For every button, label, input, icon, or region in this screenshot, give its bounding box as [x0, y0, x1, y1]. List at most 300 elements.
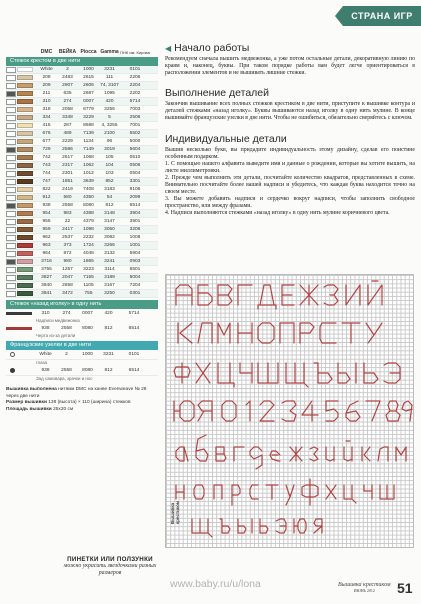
thread-code: 3716 — [41, 259, 52, 264]
key-column-header: DMC — [40, 49, 53, 55]
thread-code: 2202 — [129, 91, 141, 96]
thread-color-swatch — [17, 155, 33, 160]
thread-code: 2558 — [61, 368, 72, 373]
thread-code: 677 — [42, 139, 51, 144]
chart-symbol-icon — [6, 203, 16, 209]
thread-code: 287 — [63, 123, 72, 128]
key-row — [6, 274, 158, 282]
thread-code: 310 — [42, 99, 51, 104]
thread-code: 938 — [41, 326, 50, 331]
chart-symbol-icon — [6, 259, 16, 265]
glyph — [364, 363, 378, 383]
thread-code: 2615 — [83, 75, 94, 80]
thread-code: 104 — [105, 163, 114, 168]
thread-code: 4, 3255 — [101, 123, 118, 128]
glyph — [246, 401, 250, 421]
chart-symbol-icon — [6, 123, 16, 129]
key-row — [6, 258, 158, 266]
glyph — [218, 363, 234, 387]
glyph — [196, 435, 208, 461]
thread-code: 3827 — [41, 275, 52, 280]
thread-code: 5004 — [129, 275, 141, 280]
glyph — [176, 285, 192, 305]
chart-symbol-icon — [6, 155, 16, 161]
thread-color-swatch — [17, 147, 33, 152]
glyph — [220, 519, 230, 533]
glyph — [366, 401, 380, 421]
info-text-1: нитями DMC на канве Evenweave № 28 через две нити — [6, 387, 147, 399]
chart-symbol-icon — [6, 211, 16, 217]
thread-code: 1134 — [83, 139, 94, 144]
thread-code: 3639 — [83, 179, 94, 184]
magazine-issue: ИЮНЬ 2012 — [353, 588, 375, 593]
thread-color-swatch — [17, 75, 33, 80]
thread-code: 747 — [42, 179, 51, 184]
thread-code: 8080 — [82, 368, 93, 373]
chart-symbol-icon — [6, 83, 16, 89]
key-row — [6, 218, 158, 226]
thread-color-swatch — [17, 195, 33, 200]
list-item-3: 3. Вы можете добавить надписи и сердечко вокруг надписи, чтобы заполнить свободное пространство, или между фразами. — [165, 196, 415, 210]
thread-code: 3229 — [83, 115, 94, 120]
thread-code: 1000 — [82, 352, 93, 357]
key-row — [6, 162, 158, 170]
thread-code: 310 — [41, 311, 50, 316]
key-row — [6, 138, 158, 146]
chart-symbol-icon — [6, 67, 16, 73]
thread-color-swatch — [17, 267, 33, 272]
glyph — [216, 447, 226, 461]
band-french-knots: Французские узелки в две нити — [6, 341, 158, 350]
thread-code: 3266 — [104, 243, 115, 248]
chart-symbol-icon — [6, 275, 16, 281]
key-header — [6, 46, 158, 55]
thread-code: 3082 — [104, 235, 115, 240]
page-number: 51 — [397, 580, 413, 596]
glyph — [310, 447, 318, 461]
key-rows — [6, 66, 158, 298]
band-backstitch: Стежок «назад иголку» в одну нить — [6, 300, 158, 309]
thread-code: 209 — [42, 83, 51, 88]
thread-color-swatch — [17, 259, 33, 264]
chart-symbol-icon — [6, 291, 16, 297]
info-label-1: Вышивка выполнена — [6, 387, 57, 392]
thread-code: 2537 — [62, 235, 73, 240]
thread-code: 3148 — [104, 211, 115, 216]
thread-code: 8080 — [82, 326, 93, 331]
thread-code: 2047 — [62, 275, 73, 280]
glyph — [178, 323, 192, 343]
glyph — [176, 447, 188, 461]
thread-code: 3901 — [129, 219, 141, 224]
chart-symbol-icon — [6, 179, 16, 185]
key-row — [6, 234, 158, 242]
thread-code: 3231 — [104, 67, 115, 72]
thread-color-swatch — [17, 203, 33, 208]
thread-code: 1000 — [83, 67, 94, 72]
thread-code: 8688 — [83, 123, 94, 128]
key-row — [6, 170, 158, 178]
key-row — [6, 186, 158, 194]
key-row — [6, 266, 158, 274]
thread-code: 3183 — [104, 187, 115, 192]
thread-code: 3250 — [104, 291, 115, 296]
thread-code: 3189 — [104, 275, 115, 280]
key-caption: Надписи медвежонка — [36, 318, 80, 323]
thread-code: 1098 — [83, 227, 94, 232]
thread-code: 3755 — [41, 267, 52, 272]
magazine-logo-name: Вышивка крестиком — [338, 582, 391, 588]
thread-color-swatch — [17, 251, 33, 256]
thread-code: 852 — [105, 179, 114, 184]
thread-color-swatch — [17, 179, 33, 184]
thread-code: 955 — [42, 219, 51, 224]
thread-code: 8080 — [83, 203, 94, 208]
heading-start — [165, 42, 415, 54]
backstitch-rows — [6, 309, 158, 339]
paragraph-details: Закончив вышивание всех полных стежков крестиком в две нити, приступите к вышивке контура и деталей стежками «назад иголку». Буквы вышиваются назад иголку в одну нить мулине. В конце вышивайте французские узелки в две нити. Чтобы не ошибиться, обязательно сверяйтесь с ключом. — [165, 101, 415, 122]
thread-key — [6, 46, 158, 413]
chart-symbol-icon — [6, 147, 16, 153]
thread-code: 1008 — [129, 235, 141, 240]
thread-code: 1095 — [104, 91, 115, 96]
glyph — [238, 519, 252, 533]
thread-code: 2483 — [62, 75, 73, 80]
thread-code: 105 — [105, 155, 114, 160]
key-row — [6, 290, 158, 298]
chart-symbol-icon — [6, 131, 16, 137]
tips-title: ПИНЕТКИ ИЛИ ПОЛЗУНКИ — [67, 556, 153, 563]
thread-code: 729 — [42, 147, 51, 152]
thread-code: 3132 — [104, 251, 115, 256]
thread-code: 3167 — [104, 283, 115, 288]
glyph — [260, 519, 268, 533]
article-text — [165, 38, 415, 218]
alphabet-chart — [165, 274, 414, 548]
key-row — [6, 82, 158, 90]
thread-code: 7155 — [83, 275, 94, 280]
paragraph-start: Рекомендуем сначала вышить медвежонка, а уже потом остальные детали, декоративную линию по краям и, наконец, буквы. При таком порядке работы вам будет легче ориентироваться в расположении элементов и не вышивать лишние стежки. — [165, 56, 415, 77]
glyph — [174, 363, 190, 383]
chart-symbol-icon — [6, 235, 16, 241]
glyph — [300, 323, 314, 343]
thread-color-swatch — [17, 91, 33, 96]
thread-code: 2617 — [62, 155, 73, 160]
thread-code: 3348 — [62, 115, 73, 120]
thread-code: 274 — [63, 99, 72, 104]
thread-code: 2417 — [62, 227, 73, 232]
thread-code: 983 — [63, 211, 72, 216]
thread-color-swatch — [17, 227, 33, 232]
key-row — [6, 250, 158, 258]
thread-color-swatch — [17, 291, 33, 296]
glyph — [198, 401, 212, 421]
thread-code: 2058 — [62, 107, 73, 112]
chart-symbol-icon — [6, 171, 16, 177]
magazine-logo — [338, 582, 391, 594]
thread-code: 3231 — [103, 352, 114, 357]
thread-code: 2232 — [83, 235, 94, 240]
key-row — [6, 154, 158, 162]
thread-code: 8779 — [83, 107, 94, 112]
thread-color-swatch — [17, 139, 33, 144]
thread-code: 111 — [105, 75, 114, 80]
thread-color-swatch — [17, 67, 33, 72]
key-row — [6, 242, 158, 250]
thread-code: 742 — [42, 155, 51, 160]
thread-code: 3472 — [62, 291, 73, 296]
thread-code: 872 — [63, 251, 72, 256]
glyph — [368, 281, 382, 305]
key-column-header: ПНК им. Кирова — [120, 50, 150, 55]
chart-symbol-icon — [6, 195, 16, 201]
chart-symbol-icon — [6, 163, 16, 169]
thread-code: 2317 — [62, 163, 73, 168]
thread-code: 0903 — [129, 259, 141, 264]
thread-code: 3841 — [41, 291, 52, 296]
key-column-header: Piocca — [80, 49, 97, 55]
thread-code: 1851 — [62, 179, 73, 184]
thread-code: 5502 — [129, 131, 141, 136]
glyph — [302, 479, 318, 505]
thread-code: 812 — [105, 203, 114, 208]
thread-code: 7149 — [83, 147, 94, 152]
glyph — [258, 323, 274, 343]
glyph — [250, 485, 258, 499]
list-item-2: 2. Прежде чем выполнить эти детали, посчитайте количество квадратов, представленных в схеме. Внимательно посчитайте более вашей надписи и убедитесь, что каждая буква находится точно на своем месте. — [165, 174, 415, 196]
key-row — [6, 226, 158, 234]
thread-color-swatch — [17, 275, 33, 280]
glyph — [258, 363, 278, 383]
thread-code: 2907 — [62, 83, 73, 88]
thread-code: 743 — [42, 163, 51, 168]
thread-code: 964 — [42, 251, 51, 256]
side-logo: Вышивка крестиком — [170, 500, 180, 524]
key-row — [6, 90, 158, 98]
chart-symbol-icon — [6, 139, 16, 145]
thread-color-swatch — [17, 283, 33, 288]
key-row — [6, 66, 158, 74]
thread-code: 2687 — [83, 91, 94, 96]
glyph — [380, 485, 394, 499]
chart-symbol-icon — [6, 219, 16, 225]
glyph — [324, 285, 338, 305]
thread-code: 1724 — [83, 243, 94, 248]
glyph — [196, 363, 210, 383]
info-text-3: 25х20 см — [51, 406, 74, 412]
thread-code: 2558 — [61, 326, 72, 331]
thread-code: 5 — [108, 115, 111, 120]
info-text-2: 138 (высота) × 110 (ширина) стежков — [46, 400, 131, 405]
thread-code: 420 — [105, 99, 114, 104]
thread-code: 6514 — [129, 203, 141, 208]
glyph — [174, 401, 194, 421]
glyph — [266, 485, 278, 499]
thread-code: 415 — [42, 123, 51, 128]
key-row — [6, 74, 158, 82]
thread-code: 2586 — [62, 147, 73, 152]
thread-code: 1001 — [129, 243, 141, 248]
glyph — [386, 401, 400, 421]
glyph — [286, 363, 308, 387]
thread-code: 938 — [41, 368, 50, 373]
thread-code: 0504 — [129, 171, 141, 176]
thread-code: 373 — [63, 243, 72, 248]
watermark-link[interactable]: www.baby.ru/u/lona — [170, 578, 261, 590]
glyph — [326, 401, 338, 421]
glyph — [326, 485, 336, 499]
thread-code: 2099 — [129, 195, 141, 200]
thread-code: 6501 — [129, 267, 141, 272]
glyph — [286, 485, 294, 505]
backstitch-row — [6, 309, 158, 318]
section-tab[interactable]: СТРАНА ИГР — [343, 6, 421, 26]
thread-code: 211 — [42, 91, 51, 96]
glyph — [396, 447, 406, 461]
thread-code: 3050 — [104, 227, 115, 232]
glyph — [344, 441, 352, 461]
thread-code: 2 — [65, 352, 68, 357]
thread-color-swatch — [17, 107, 33, 112]
thread-code: 962 — [42, 235, 51, 240]
thread-code: 3241 — [104, 259, 115, 264]
key-column-header: ВЕЙКА — [58, 49, 77, 55]
glyph — [194, 485, 204, 499]
thread-code: 4388 — [83, 211, 94, 216]
key-row — [6, 114, 158, 122]
thread-code: 3206 — [129, 227, 141, 232]
key-row — [6, 98, 158, 106]
thread-color-swatch — [17, 131, 33, 136]
list-item-1: 1. С помощью нашего алфавита выведите имя и данные о рождении, которые вы хотите вышить, на листе миллиметровки. — [165, 160, 415, 174]
thread-code: 2558 — [62, 203, 73, 208]
chart-symbol-icon — [6, 251, 16, 257]
thread-code: 7003 — [129, 107, 141, 112]
thread-code: 580 — [63, 195, 72, 200]
glyph — [320, 323, 336, 343]
glyph — [258, 285, 276, 309]
thread-code: 3840 — [41, 283, 52, 288]
thread-code: 744 — [42, 171, 51, 176]
glyph — [402, 401, 412, 421]
key-row — [6, 106, 158, 114]
glyph — [290, 447, 302, 461]
backstitch-row — [6, 324, 158, 333]
glyph — [384, 363, 400, 383]
thread-code: 0007 — [82, 311, 93, 316]
chart-symbol-icon — [6, 187, 16, 193]
heading-individual: Индивидуальные детали — [165, 132, 287, 145]
thread-code: 7408 — [83, 187, 94, 192]
thread-code: 2206 — [129, 75, 141, 80]
thread-code: 6514 — [128, 368, 140, 373]
thread-color-swatch — [17, 123, 33, 128]
thread-code: 1257 — [62, 267, 73, 272]
arrow-icon: ◀ — [165, 44, 172, 53]
glyph — [344, 485, 356, 503]
key-caption: Зад самовара, зрачки и нос — [36, 376, 93, 381]
thread-code: 812 — [104, 368, 113, 373]
thread-code: 2229 — [62, 139, 73, 144]
glyph — [300, 285, 318, 305]
thread-code: 9106 — [129, 187, 141, 192]
thread-code: 22 — [64, 219, 71, 224]
thread-code: 912 — [42, 195, 51, 200]
glyph — [198, 323, 212, 343]
glyph — [270, 451, 280, 461]
glyph — [238, 323, 252, 343]
key-row — [6, 194, 158, 202]
glyph — [366, 323, 382, 343]
french-knot-row — [6, 366, 158, 376]
glyph — [238, 285, 252, 305]
band-cross-stitch: Стежок крестом в две нити — [6, 57, 158, 66]
key-row — [6, 210, 158, 218]
thread-code: 0301 — [129, 291, 141, 296]
thread-code: White — [40, 67, 53, 72]
glyph — [282, 401, 296, 421]
thread-color-swatch — [17, 83, 33, 88]
glyph — [198, 285, 212, 305]
chart-symbol-icon — [6, 243, 16, 249]
backstitch-line-icon — [6, 327, 32, 330]
thread-code: 2419 — [62, 187, 73, 192]
alphabet-glyphs — [166, 275, 415, 549]
info-label-2: Размер вышивки — [6, 400, 47, 405]
glyph — [294, 519, 306, 533]
key-row — [6, 146, 158, 154]
thread-code: 2100 — [104, 131, 115, 136]
french-knot-icon — [10, 352, 15, 357]
thread-code: 1105 — [83, 283, 94, 288]
glyph — [282, 285, 294, 305]
glyph — [346, 401, 360, 421]
thread-code: 2506 — [129, 115, 141, 120]
thread-code: 4048 — [83, 251, 94, 256]
glyph — [218, 323, 230, 343]
thread-code: White — [39, 352, 52, 357]
key-row — [6, 178, 158, 186]
chart-symbol-icon — [6, 107, 16, 113]
glyph — [192, 519, 212, 537]
thread-code: 3114 — [104, 267, 115, 272]
thread-code: 74, 3107 — [100, 83, 119, 88]
heading-start-text: Начало работы — [174, 42, 250, 54]
glyph — [280, 323, 294, 343]
thread-code: 334 — [42, 115, 51, 120]
glyph — [338, 363, 356, 383]
thread-code: 676 — [42, 131, 51, 136]
key-caption: глаза — [36, 360, 47, 365]
thread-color-swatch — [17, 115, 33, 120]
thread-code: 318 — [42, 107, 51, 112]
thread-code: 0101 — [128, 352, 140, 357]
glyph — [314, 519, 322, 533]
glyph — [364, 485, 372, 499]
thread-code: 4350 — [83, 195, 94, 200]
thread-code: 96 — [106, 139, 113, 144]
info-label-3: Площадь вышивки — [6, 406, 52, 412]
thread-code: 812 — [104, 326, 113, 331]
glyph — [260, 401, 274, 421]
thread-code: 822 — [42, 187, 51, 192]
thread-code: 1062 — [83, 163, 94, 168]
thread-code: 489 — [63, 131, 72, 136]
thread-color-swatch — [17, 99, 33, 104]
glyph — [302, 401, 318, 421]
thread-code: 3019 — [104, 147, 115, 152]
glyph — [346, 285, 360, 305]
